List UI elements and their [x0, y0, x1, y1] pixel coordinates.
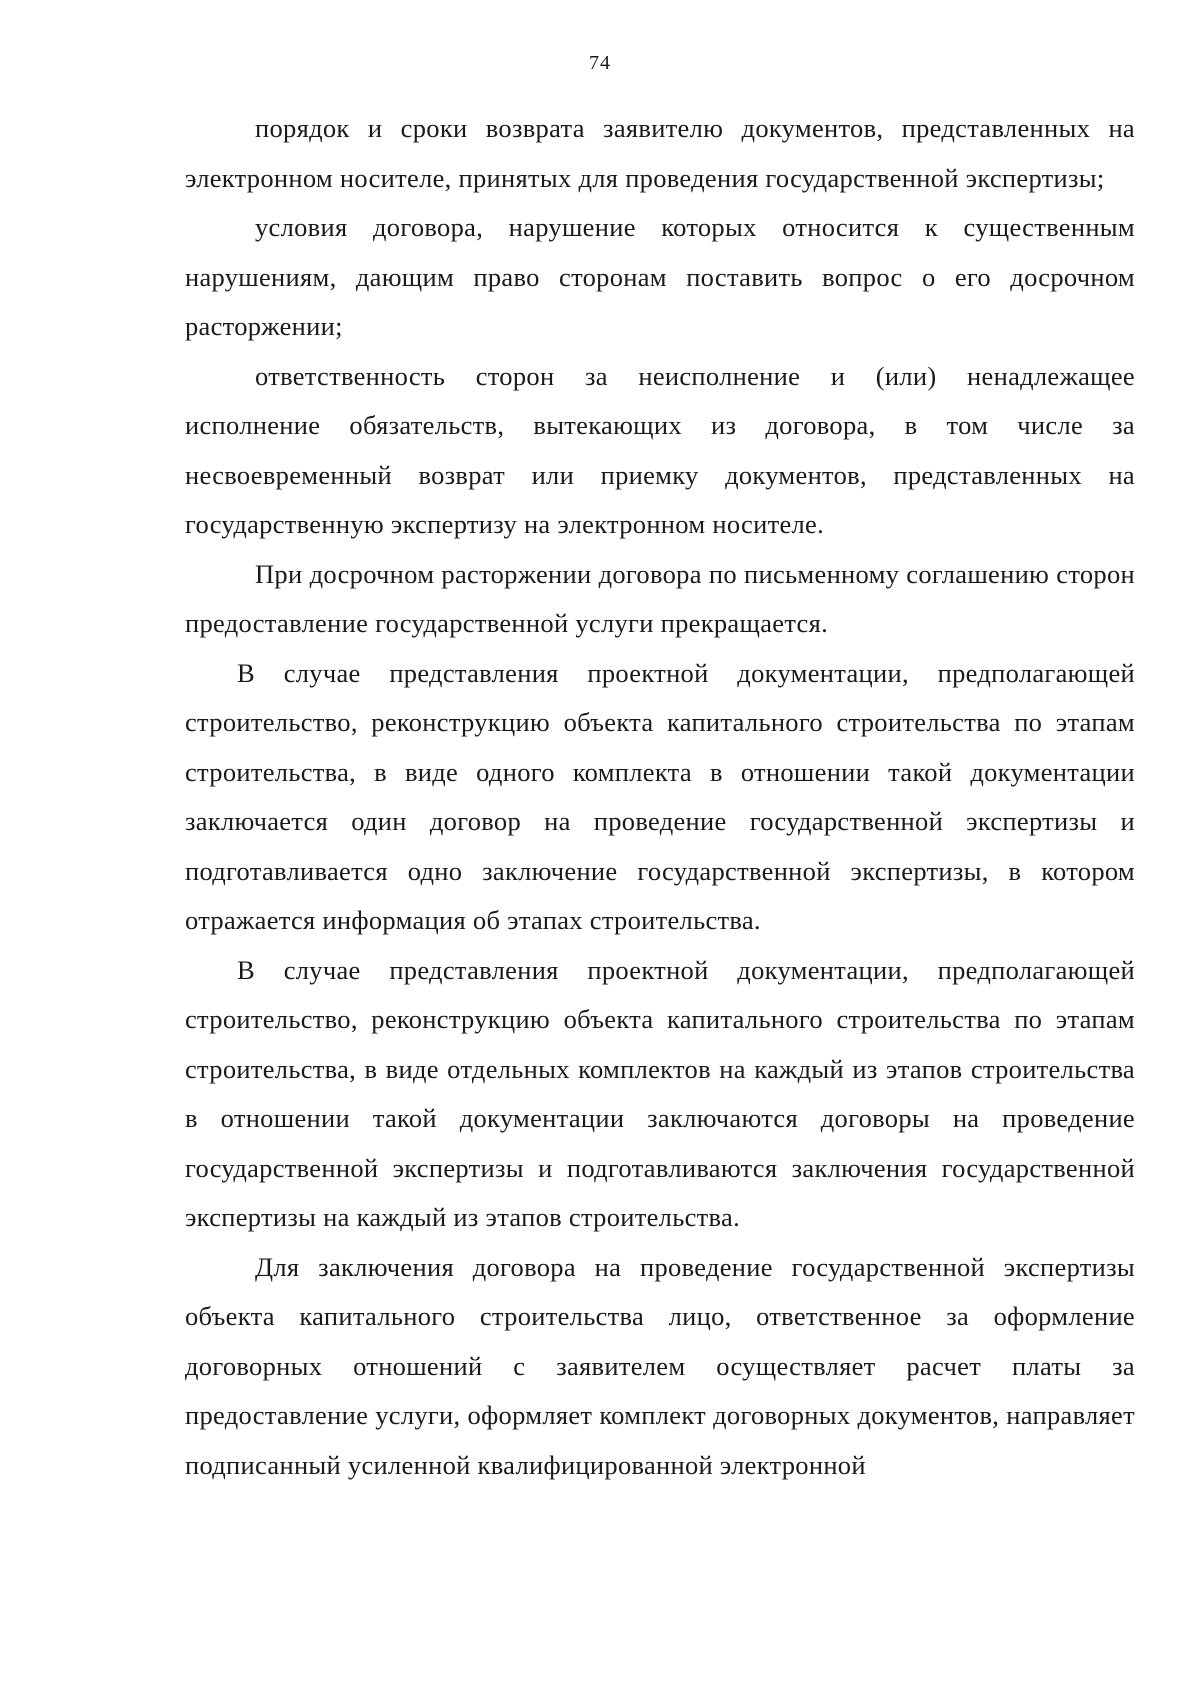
paragraph-early-termination: При досрочном расторжении договора по письменному соглашению сторон предоставление государственной услуги прекращается. — [185, 558, 1135, 638]
page-number: 74 — [589, 52, 611, 74]
paragraph-separate-sets: В случае представления проектной документации, предполагающей строительство, реконструкцию объекта капитального строительства по этапам строительства, в виде отдельных комплектов на каждый из этапов строительства в отношении такой документации заключаются договоры на проведение государственной экспертизы и подготавливаются заключения государственной экспертизы на каждый из этапов строительства. — [185, 954, 1135, 1232]
document-body — [185, 104, 1135, 1490]
paragraph-contract-conclusion: Для заключения договора на проведение государственной экспертизы объекта капитального строительства лицо, ответственное за оформление договорных отношений с заявителем осуществляет расчет платы за предоставление услуги, оформляет комплект договорных документов, направляет подписанный усиленной квалифицированной электронной — [185, 1251, 1135, 1480]
paragraph-contract-conditions: условия договора, нарушение которых относится к существенным нарушениям, дающим право сторонам поставить вопрос о его досрочном расторжении; — [185, 212, 1135, 341]
paragraph-liability: ответственность сторон за неисполнение и (или) ненадлежащее исполнение обязательств, вытекающих из договора, в том числе за несвоевременный возврат или приемку документов, представленных на государственную экспертизу на электронном носителе. — [185, 360, 1135, 539]
paragraph-single-set: В случае представления проектной документации, предполагающей строительство, реконструкцию объекта капитального строительства по этапам строительства, в виде одного комплекта в отношении такой документации заключается один договор на проведение государственной экспертизы и подготавливается одно заключение государственной экспертизы, в котором отражается информация об этапах строительства. — [185, 657, 1135, 935]
paragraph-return-procedure: порядок и сроки возврата заявителю документов, представленных на электронном носителе, принятых для проведения государственной экспертизы; — [185, 113, 1135, 193]
